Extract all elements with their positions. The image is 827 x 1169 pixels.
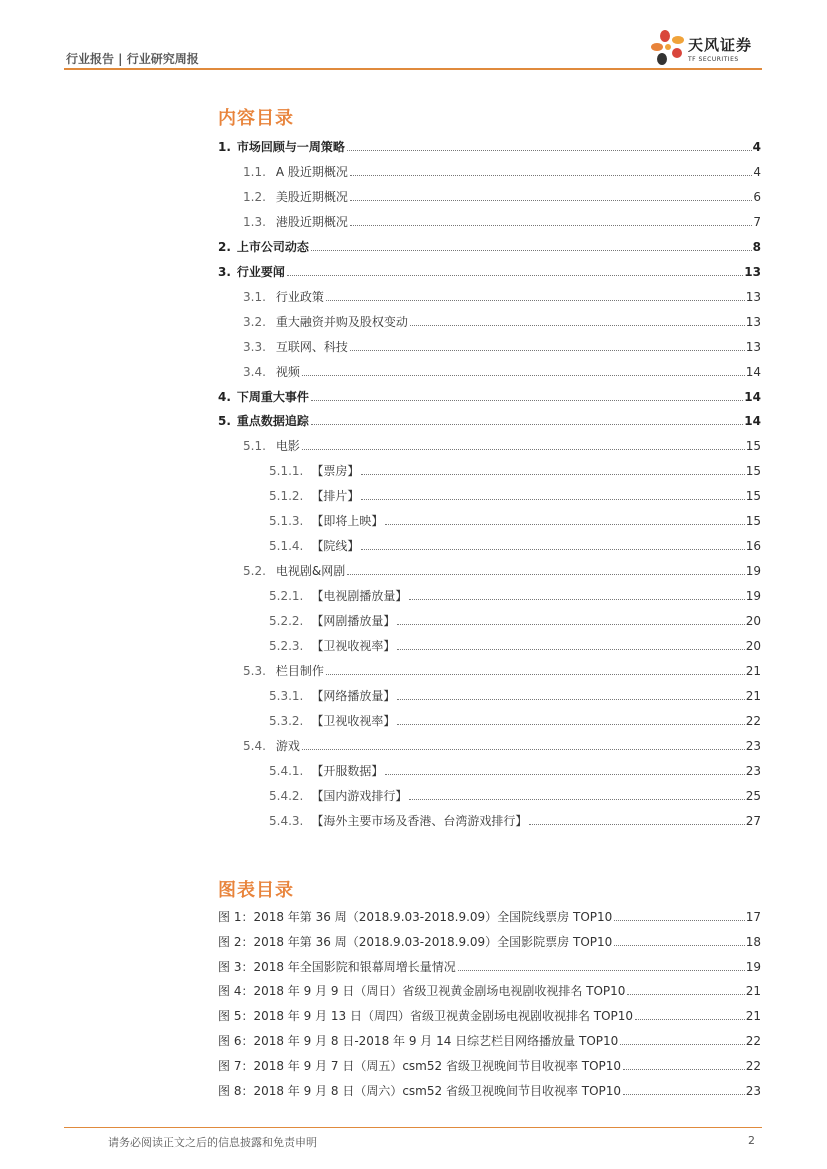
toc-entry[interactable] [243,163,761,179]
logo-name-cn: 天风证券 [688,36,753,54]
figure-entry[interactable] [218,1032,761,1048]
toc-leader-dots [409,599,744,600]
figure-leader-dots [623,1069,745,1070]
toc-entry[interactable] [218,412,761,428]
toc-leader-dots [311,400,743,401]
toc-entry[interactable] [269,812,761,828]
toc-entry-title: 【排片】 [311,489,360,504]
toc-entry-number: 5. [218,414,231,429]
figure-entry-page: 22 [745,1034,761,1048]
figure-entry-title: 图 7：2018 年 9 月 7 日（周五）csm52 省级卫视晚间节目收视率 TOP10 [218,1058,622,1073]
toc-entry-page: 15 [745,489,761,504]
toc-entry-title: 【网剧播放量】 [311,614,396,629]
toc-leader-dots [397,649,744,650]
toc-entry-number: 1. [218,140,231,154]
figure-entry[interactable] [218,958,761,974]
toc-entry[interactable] [243,562,761,578]
figure-entry-page: 19 [745,959,761,974]
toc-entry-page: 14 [744,414,761,429]
toc-entry[interactable] [269,462,761,478]
toc-entry-number: 5.2. [243,564,266,579]
toc-entry-title: 上市公司动态 [236,239,309,254]
figure-entry-page: 18 [745,934,761,949]
figure-leader-dots [627,994,744,995]
toc-entry-title: 重点数据追踪 [236,414,309,429]
toc-leader-dots [287,275,743,276]
toc-entry-title: A 股近期概况 [275,164,348,179]
toc-leader-dots [397,699,744,700]
toc-entry[interactable] [218,388,761,404]
toc-entry[interactable] [243,662,761,678]
disclaimer-text: 请务必阅读正文之后的信息披露和免责申明 [108,1136,317,1149]
toc-entry-page: 4 [752,140,761,154]
toc-leader-dots [410,325,745,326]
toc-entry-page: 14 [744,389,761,404]
toc-entry-title: 【院线】 [311,539,360,554]
figure-entry-page: 23 [745,1083,761,1098]
toc-leader-dots [361,499,744,500]
toc-entry[interactable] [243,313,761,329]
toc-entry-number: 1.3. [243,214,266,229]
toc-entry[interactable] [218,238,761,254]
toc-entry-number: 3.3. [243,339,266,354]
toc-entry-page: 25 [745,788,761,803]
figure-entry-page: 17 [745,910,761,924]
toc-entry-page: 15 [745,514,761,529]
figure-leader-dots [623,1094,745,1095]
toc-leader-dots [397,624,744,625]
toc-entry-number: 5.2.1. [269,589,304,604]
toc-entry-title: 市场回顾与一周策略 [236,140,345,154]
logo-flower-icon [651,28,687,68]
toc-entry-page: 23 [745,738,761,753]
toc-entry-page: 13 [745,339,761,354]
toc-entry-title: 【电视剧播放量】 [311,589,408,604]
toc-leader-dots [302,375,745,376]
figure-entry-title: 图 5：2018 年 9 月 13 日（周四）省级卫视黄金剧场电视剧收视排名 TOP10 [218,1009,634,1024]
toc-entry[interactable] [269,512,761,528]
toc-entry-title: 【网络播放量】 [311,688,396,703]
toc-entry-title: 下周重大事件 [236,389,309,404]
toc-leader-dots [361,549,744,550]
company-logo [651,28,763,68]
toc-entry-title: 【即将上映】 [311,514,384,529]
figure-entry-title: 图 8：2018 年 9 月 8 日（周六）csm52 省级卫视晚间节目收视率 TOP10 [218,1083,622,1098]
figure-entry[interactable] [218,1082,761,1098]
toc-entry-number: 2. [218,239,231,254]
toc-entry-page: 16 [745,539,761,554]
toc-entry[interactable] [269,712,761,728]
toc-entry[interactable] [269,537,761,553]
logo-name-en: TF SECURITIES [688,56,739,63]
figure-entry[interactable] [218,982,761,998]
toc-leader-dots [350,350,745,351]
toc-entry-title: 电视剧&网剧 [275,564,346,579]
toc-leader-dots [350,200,752,201]
toc-entry-page: 20 [745,639,761,653]
toc-entry-title: 【海外主要市场及香港、台湾游戏排行】 [311,813,528,828]
report-category: 行业报告 | 行业研究周报 [66,52,199,66]
toc-entry-page: 23 [745,763,761,778]
toc-entry-number: 5.3. [243,663,266,678]
figure-entry-title: 图 1：2018 年第 36 周（2018.9.03-2018.9.09）全国院线票房 TOP10 [218,910,613,924]
toc-entry[interactable] [243,338,761,354]
figure-entry[interactable] [218,1057,761,1073]
toc-leader-dots [326,674,745,675]
toc-entry-number: 5.1.4. [269,539,304,554]
toc-entry-number: 5.1. [243,439,266,454]
toc-entry-number: 5.2.2. [269,614,304,629]
toc-entry[interactable] [243,363,761,379]
figure-entry-page: 21 [745,1009,761,1024]
toc-entry-page: 8 [752,239,761,254]
toc-entry[interactable] [269,612,761,628]
toc-entry-number: 5.2.3. [269,639,304,653]
toc-entry-title: 【卫视收视率】 [311,639,396,653]
toc-entry-page: 15 [745,464,761,479]
figure-entry-title: 图 6：2018 年 9 月 8 日-2018 年 9 月 14 日综艺栏目网络播放量 TOP10 [218,1034,619,1048]
toc-entry-page: 14 [745,364,761,379]
figure-leader-dots [635,1019,745,1020]
figure-entry-page: 21 [745,984,761,999]
figure-entry-title: 图 3：2018 年全国影院和银幕周增长量情况 [218,959,456,974]
toc-entry-title: 【卫视收视率】 [311,713,396,728]
figure-entry[interactable] [218,933,761,949]
toc-entry-number: 5.4. [243,738,266,753]
toc-entry[interactable] [243,188,761,204]
toc-entry-title: 港股近期概况 [275,214,348,229]
toc-entry-title: 互联网、科技 [275,339,348,354]
toc-entry-number: 5.1.3. [269,514,304,529]
toc-entry-title: 行业要闻 [236,264,285,279]
figure-entry-page: 22 [745,1058,761,1073]
toc-entry[interactable] [243,288,761,304]
toc-entry[interactable] [218,263,761,279]
toc-entry-page: 13 [744,264,761,279]
toc-entry-page: 13 [745,289,761,304]
toc-leader-dots [302,449,745,450]
toc-entry-page: 22 [745,713,761,728]
toc-entry[interactable] [269,762,761,778]
toc-entry[interactable] [243,213,761,229]
toc-entry[interactable] [243,737,761,753]
toc-entry-page: 19 [745,589,761,604]
toc-entry-number: 5.4.2. [269,788,304,803]
footer-divider [64,1127,762,1128]
toc-entry-title: 行业政策 [275,289,324,304]
toc-entry-title: 【开服数据】 [311,763,384,778]
figure-leader-dots [620,1044,744,1045]
toc-entry-page: 21 [745,688,761,703]
toc-leader-dots [385,524,744,525]
page-number: 2 [748,1134,755,1147]
toc-leader-dots [409,799,744,800]
toc-entry-page: 20 [745,614,761,629]
figure-entry-title: 图 2：2018 年第 36 周（2018.9.03-2018.9.09）全国影院票房 TOP10 [218,934,613,949]
toc-leader-dots [361,474,744,475]
toc-leader-dots [385,774,744,775]
toc-leader-dots [302,749,745,750]
toc-entry-title: 电影 [275,439,300,454]
toc-entry[interactable] [269,487,761,503]
toc-entry-title: 【票房】 [311,464,360,479]
figure-entry-title: 图 4：2018 年 9 月 9 日（周日）省级卫视黄金剧场电视剧收视排名 TOP10 [218,984,626,999]
figure-leader-dots [614,945,744,946]
toc-entry-number: 5.3.2. [269,713,304,728]
toc-entry-title: 【国内游戏排行】 [311,788,408,803]
toc-entry-number: 5.1.2. [269,489,304,504]
toc-entry-number: 5.1.1. [269,464,304,479]
figure-entry[interactable] [218,1007,761,1023]
toc-entry-page: 27 [745,813,761,828]
toc-entry-number: 1.1. [243,164,266,179]
toc-entry-number: 4. [218,389,231,404]
toc-entry-page: 4 [753,164,761,179]
toc-entry[interactable] [269,687,761,703]
toc-entry-number: 3.4. [243,364,266,379]
toc-leader-dots [326,300,745,301]
toc-entry[interactable] [269,637,761,653]
toc-entry-number: 5.3.1. [269,688,304,703]
toc-entry-page: 7 [753,214,761,229]
toc-leader-dots [311,424,743,425]
toc-entry-title: 美股近期概况 [275,189,348,204]
toc-entry-number: 3. [218,264,231,279]
toc-entry-number: 5.4.3. [269,813,304,828]
figure-leader-dots [614,920,744,921]
toc-leader-dots [350,225,752,226]
toc-entry-number: 3.1. [243,289,266,304]
toc-title: 内容目录 [218,108,294,129]
toc-entry-title: 重大融资并购及股权变动 [275,314,408,329]
toc-entry-number: 1.2. [243,189,266,204]
figure-entry[interactable] [218,908,761,924]
toc-leader-dots [311,250,752,251]
toc-entry-title: 栏目制作 [275,663,324,678]
toc-entry-title: 视频 [275,364,300,379]
toc-leader-dots [350,175,752,176]
toc-entry-page: 21 [745,663,761,678]
toc-entry[interactable] [269,587,761,603]
header-divider [64,68,762,70]
toc-entry-title: 游戏 [275,738,300,753]
figures-title: 图表目录 [218,880,294,901]
toc-entry-number: 3.2. [243,314,266,329]
toc-entry-page: 6 [753,189,761,204]
toc-entry[interactable] [243,437,761,453]
toc-leader-dots [529,824,744,825]
toc-entry-page: 15 [745,439,761,454]
toc-leader-dots [397,724,744,725]
toc-entry-page: 19 [745,564,761,579]
toc-leader-dots [347,574,744,575]
figure-leader-dots [458,970,745,971]
toc-entry-page: 13 [745,314,761,329]
toc-entry-number: 5.4.1. [269,763,304,778]
toc-entry[interactable] [218,138,761,154]
toc-leader-dots [347,150,752,151]
toc-entry[interactable] [269,787,761,803]
